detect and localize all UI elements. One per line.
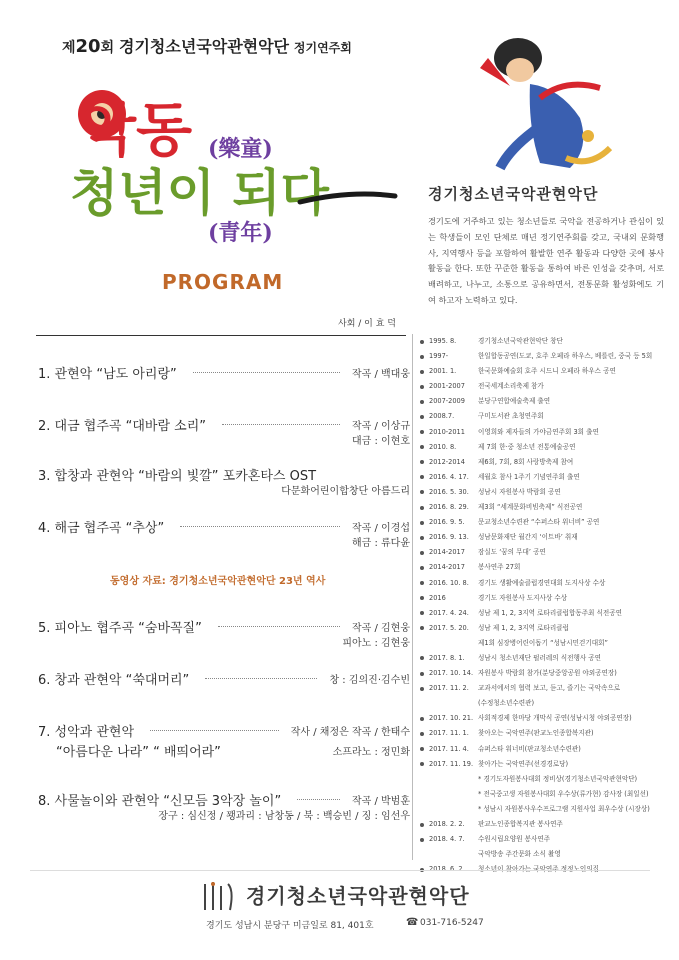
timeline-item: [418, 726, 668, 741]
bullet-icon: [420, 581, 424, 585]
timeline-item: [418, 666, 668, 681]
timeline-item: [418, 334, 668, 349]
hero-line2: 청년이 되다: [70, 163, 329, 222]
piece-performer: 피아노 : 김현웅: [342, 638, 410, 649]
timeline-text: 한일합동공연(도쿄, 호주 오페라 하우스, 베를린, 중국 등 5회: [478, 352, 653, 361]
timeline-text: 찾아오는 국악연주(판교노인종합복지관): [478, 729, 594, 738]
piece-performer: 소프라노 : 정민화: [332, 746, 410, 758]
timeline-date: 2017. 11. 1.: [429, 729, 469, 738]
timeline-text: 전국세계소리축제 참가: [478, 382, 544, 391]
piece-performer: 대금 : 이현호: [351, 436, 410, 447]
timeline-item: [418, 711, 668, 726]
dotted-leader: [150, 730, 279, 731]
piece-credit: 작곡 / 백대웅: [351, 368, 410, 380]
timeline-item: [418, 832, 668, 847]
timeline-text: 자원봉사 박람회 참가(분당중앙공원 야외공연장): [478, 669, 617, 678]
timeline-item: [418, 409, 668, 424]
timeline-text: 판교노인종합복지관 봉사연주: [478, 820, 563, 828]
piece-title: 7. 성악과 관현악: [38, 724, 135, 740]
timeline-text: 사회적경제 한마당 개막식 공연(성남시청 야외공연장): [478, 714, 632, 723]
timeline-item: [418, 576, 668, 591]
bullet-icon: [420, 340, 424, 344]
hero-line1: 악동: [80, 96, 193, 164]
dotted-leader: [180, 526, 340, 527]
timeline-date: 2017. 11. 2.: [429, 684, 469, 693]
timeline-item: [418, 681, 668, 696]
piece-performer: 다문화어린이합창단 아름드리: [281, 486, 410, 497]
timeline-text: 경기도 자원봉사 도지사상 수상: [478, 593, 568, 602]
phone-icon: ☎: [406, 917, 419, 928]
timeline-date: 1997-: [429, 352, 449, 361]
timeline-date: 2017. 5. 20.: [429, 623, 469, 632]
bullet-icon: [420, 460, 424, 464]
timeline-date: 2016. 4. 17.: [429, 472, 469, 481]
piece-2: [38, 414, 410, 450]
timeline-date: 2016. 8. 29.: [429, 503, 469, 512]
piece-4: [38, 516, 410, 552]
piece-title: 4. 해금 협주곡 “추상”: [38, 520, 165, 536]
timeline-item: [418, 440, 668, 455]
timeline-continuation: [418, 787, 668, 802]
footer-org-name: 경기청소년국악관현악단: [246, 884, 470, 908]
bullet-icon: [420, 506, 424, 510]
timeline-text: 성남문화재단 월간지 ‘이트바’ 취재: [478, 533, 578, 542]
timeline-text: 봉사연주 27회: [478, 563, 521, 572]
piece-1: [38, 362, 410, 382]
bullet-icon: [420, 687, 424, 691]
timeline-text: 제6회, 7회, 8회 사랑방축제 참여: [478, 457, 574, 466]
timeline-text: 성남 제 1, 2, 3지역 로타리클럽합동주최 식전공연: [478, 608, 623, 617]
piece-credit: 작곡 / 이상규: [351, 420, 410, 432]
bullet-icon: [420, 672, 424, 676]
timeline-item: [418, 485, 668, 500]
timeline-text: 한국문화예술회 호주 시드니 오페라 하우스 공연: [478, 367, 616, 376]
dotted-leader: [297, 799, 340, 800]
timeline-date: 2018. 4. 7.: [429, 835, 465, 844]
timeline-continuation: [418, 636, 668, 651]
timeline-text: 제3회 “세계문화비빔축제” 식전공연: [478, 503, 583, 512]
history-timeline: [418, 334, 668, 877]
piece-title: 5. 피아노 협주곡 “숨바꼭질”: [38, 620, 202, 636]
timeline-date: 2001. 1.: [429, 367, 457, 376]
timeline-text: 경기청소년국악관현악단 창단: [478, 337, 563, 345]
timeline-text: 분당구연합예술축제 출연: [478, 397, 551, 406]
concert-org: 경기청소년국악관현악단: [119, 37, 290, 56]
timeline-text: 슈퍼스타 워너비(판교청소년수련관): [478, 744, 581, 753]
timeline-date: 2016. 10. 8.: [429, 578, 469, 587]
timeline-item: [418, 349, 668, 364]
concert-suffix: 회: [100, 40, 115, 56]
piece-7: [38, 720, 410, 760]
dancer-illustration: [470, 18, 620, 178]
timeline-date: 2017. 4. 24.: [429, 608, 469, 617]
timeline-text: 제 7회 한·중 청소년 전통예술공연: [478, 442, 576, 451]
piece-title: 3. 합창과 관현악 “바람의 빛깔” 포카혼타스 OST: [38, 468, 317, 484]
timeline-date: 2018. 2. 2.: [429, 820, 465, 828]
piece-credit: 작사 / 채정은 작곡 / 한태수: [290, 726, 410, 738]
divider: [36, 335, 406, 336]
timeline-date: 2017. 8. 1.: [429, 653, 465, 662]
timeline-text: 문교청소년수련관 “수퍼스타 위너비” 공연: [478, 518, 600, 527]
timeline-item: [418, 455, 668, 470]
bullet-icon: [420, 370, 424, 374]
timeline-item: [418, 757, 668, 772]
timeline-date: 2017. 10. 21.: [429, 714, 474, 723]
timeline-text: 성남시 청소년재단 펄러레의 식전행사 공연: [478, 653, 602, 662]
bullet-icon: [420, 551, 424, 555]
bullet-icon: [420, 732, 424, 736]
timeline-date: 2010-2011: [429, 427, 465, 436]
timeline-date: 2001-2007: [429, 382, 465, 391]
dotted-leader: [205, 678, 317, 679]
timeline-continuation: [418, 696, 668, 711]
piece-credit: 작곡 / 이경섭: [351, 522, 410, 534]
concert-prefix: 제: [62, 40, 76, 56]
timeline-continuation-text: * 경기도자원봉사대회 정비상(경기청소년국악관현악단): [478, 774, 638, 783]
timeline-item: [418, 817, 668, 832]
timeline-text: 구미도서관 초청연주회: [478, 412, 544, 421]
video-note: 동영상 자료: 경기청소년국악관현악단 23년 역사: [110, 576, 326, 587]
timeline-text: 성남시 자원봉사 박람회 공연: [478, 487, 561, 496]
bullet-icon: [420, 415, 424, 419]
piece-credit: 작곡 / 김현웅: [351, 622, 410, 634]
hero-hanja1: (樂童): [208, 136, 273, 162]
piece-performer: 장구 : 심신정 / 꽹과리 : 남창동 / 북 : 백승빈 / 징 : 임선우: [158, 811, 410, 822]
timeline-item: [418, 425, 668, 440]
piece-subtitle: “아름다운 나라” “ 배띄어라”: [56, 744, 221, 760]
timeline-item: [418, 545, 668, 560]
dotted-leader: [218, 626, 340, 627]
timeline-continuation-text: 국악방송 주간문화 소식 촬영: [478, 850, 561, 859]
timeline-date: 2016. 9. 5.: [429, 518, 465, 527]
hero-calligraphy: [70, 78, 400, 268]
address: 경기도 성남시 분당구 미금일로 81, 401호: [206, 921, 374, 931]
timeline-date: 2014-2017: [429, 548, 465, 557]
bullet-icon: [420, 566, 424, 570]
timeline-item: [418, 530, 668, 545]
bullet-icon: [420, 400, 424, 404]
concert-number: 20: [75, 36, 101, 57]
piece-credit: 작곡 / 박범훈: [351, 795, 410, 807]
footer-divider: [30, 870, 650, 871]
timeline-text: 이영희와 제자들의 가야금연주회 3회 출연: [478, 427, 599, 436]
timeline-date: 2017. 10. 14.: [429, 669, 474, 678]
hero-hanja2: (青年): [208, 220, 273, 246]
timeline-item: [418, 621, 668, 636]
bullet-icon: [420, 521, 424, 525]
timeline-text: 경기도 생활예술클럽경연대회 도지사상 수상: [478, 578, 606, 587]
timeline-text: 교과서에서의 협력 보고, 듣고, 즐기는 국악속으로: [478, 684, 621, 693]
piece-title: 8. 사물놀이와 관현악 “신모듬 3악장 놀이”: [38, 793, 282, 809]
timeline-item: [418, 394, 668, 409]
timeline-text: 수원시립요양원 봉사연주: [478, 835, 551, 844]
dotted-leader: [193, 372, 340, 373]
org-logo-icon: [200, 880, 238, 912]
column-divider: [412, 334, 413, 860]
phone-number: 031-716-5247: [420, 918, 484, 928]
timeline-date: 2016. 5. 30.: [429, 487, 469, 496]
timeline-item: [418, 606, 668, 621]
bullet-icon: [420, 475, 424, 479]
timeline-date: 1995. 8.: [429, 337, 457, 345]
piece-title: 6. 창과 관현악 “쑥대머리”: [38, 672, 190, 688]
timeline-item: [418, 364, 668, 379]
org-intro: 경기도에 거주하고 있는 청소년들로 국악을 전공하거나 관심이 있는 학생들이 모인 단체로 매년 정기연주회를 갖고, 국내외 문화행사, 지역행사 등을 포함하여 활발한 연주 활동과 다양한 곳에 봉사활동을 한다. 또한 꾸준한 활동을 통하여 바른 인성을 갖추며, 서로 배려하고, 나누고, 소통으로 공유하면서, 전통문화 활성화에도 기여 하고자 노력하고 있다.: [428, 216, 664, 305]
timeline-date: 2010. 8.: [429, 442, 457, 451]
timeline-date: 2017. 11. 4.: [429, 744, 469, 753]
timeline-text: 세월호 참사 1주기 기념연주회 출연: [478, 472, 580, 481]
concert-event: 정기연주회: [293, 41, 352, 55]
timeline-date: 2017. 11. 19.: [429, 759, 474, 768]
timeline-date: 2008.7.: [429, 412, 455, 421]
timeline-item: [418, 500, 668, 515]
org-name: 경기청소년국악관현악단: [428, 185, 599, 203]
bullet-icon: [420, 823, 424, 827]
bullet-icon: [420, 717, 424, 721]
timeline-continuation-text: 제1회 심장병어린이돕기 “성남시민걷기대회”: [478, 638, 608, 647]
timeline-continuation-text: * 성남시 자원봉사우수프로그램 지원사업 최우수상 (시장상): [478, 804, 650, 813]
piece-6: [38, 668, 410, 688]
timeline-date: 2014-2017: [429, 563, 465, 572]
timeline-item: [418, 379, 668, 394]
timeline-item: [418, 651, 668, 666]
timeline-item: [418, 591, 668, 606]
timeline-item: [418, 515, 668, 530]
timeline-date: 2007-2009: [429, 397, 465, 406]
timeline-date: 2016. 9. 13.: [429, 533, 469, 542]
piece-5: [38, 616, 410, 652]
timeline-continuation: [418, 802, 668, 817]
timeline-item: [418, 560, 668, 575]
bullet-icon: [420, 747, 424, 751]
bullet-icon: [420, 445, 424, 449]
bullet-icon: [420, 490, 424, 494]
bullet-icon: [420, 838, 424, 842]
timeline-date: 2016: [429, 593, 446, 602]
bullet-icon: [420, 536, 424, 540]
piece-8: [38, 789, 410, 825]
timeline-continuation-text: * 전국중고생 자원봉사대회 우수상(류가현) 감사장 (최일선): [478, 789, 649, 798]
timeline-continuation: [418, 772, 668, 787]
timeline-continuation-text: (수정청소년수련관): [478, 699, 535, 708]
piece-3: [38, 464, 410, 500]
bullet-icon: [420, 355, 424, 359]
piece-title: 2. 대금 협주곡 “대바람 소리”: [38, 418, 206, 434]
bullet-icon: [420, 596, 424, 600]
bullet-icon: [420, 626, 424, 630]
timeline-item: [418, 742, 668, 757]
bullet-icon: [420, 762, 424, 766]
piece-performer: 해금 : 류다윤: [351, 538, 410, 549]
piece-title: 1. 관현악 “남도 아리랑”: [38, 366, 177, 382]
bullet-icon: [420, 656, 424, 660]
timeline-continuation: [418, 847, 668, 862]
bullet-icon: [420, 430, 424, 434]
bullet-icon: [420, 611, 424, 615]
timeline-text: 성남 제 1, 2, 3지역 로타리클럽: [478, 623, 569, 632]
program-label: PROGRAM: [162, 270, 284, 294]
timeline-text: 잠실도 ‘꿈의 무대’ 공연: [478, 548, 546, 557]
piece-credit: 창 : 김의진·김수빈: [329, 674, 410, 686]
concert-title: [62, 34, 352, 57]
host-credit: 사회 / 이 효 덕: [338, 319, 396, 329]
bullet-icon: [420, 385, 424, 389]
dotted-leader: [222, 424, 340, 425]
timeline-text: 찾아가는 국악연주(선경경로당): [478, 759, 569, 768]
timeline-item: [418, 470, 668, 485]
timeline-date: 2012-2014: [429, 457, 465, 466]
